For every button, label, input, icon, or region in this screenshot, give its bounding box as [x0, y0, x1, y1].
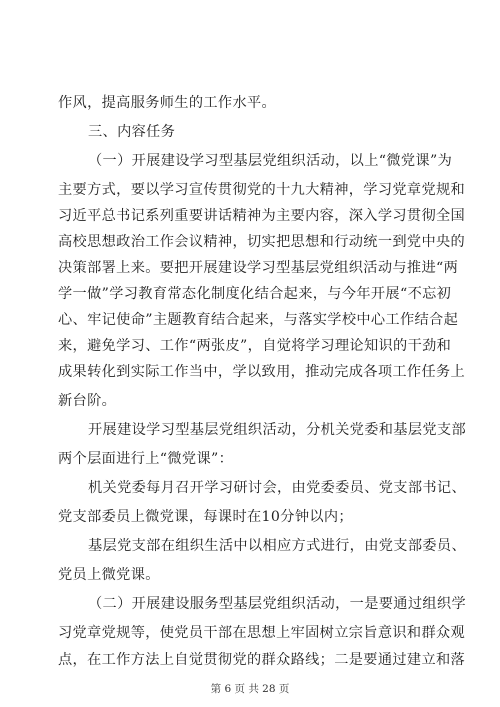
paragraph-line: 新台阶。	[58, 393, 117, 409]
paragraph-line: 开展建设学习型基层党组织活动，分机关党委和基层党支部	[88, 422, 466, 438]
paragraph-line: 高校思想政治工作会议精神，切实把思想和行动统一到党中央的	[58, 234, 466, 250]
section-heading: 三、内容任务	[88, 124, 176, 140]
paragraph-line: 党支部委员上微党课，每课时在10分钟以内；	[58, 509, 353, 525]
paragraph-line: 基层党支部在组织生活中以相应方式进行，由党支部委员、	[88, 538, 466, 554]
paragraph-line: 决策部署上来。要把开展建设学习型基层党组织活动与推进“两	[58, 260, 459, 276]
paragraph-line: 作风，提高服务师生的工作水平。	[58, 95, 277, 111]
paragraph-line: 两个层面进行上“微党课”：	[58, 451, 234, 467]
paragraph-line: 习近平总书记系列重要讲话精神为主要内容，深入学习贯彻全国	[58, 208, 466, 224]
paragraph-line: 学一做”学习教育常态化制度化结合起来，与今年开展“不忘初	[58, 286, 452, 302]
paragraph-line: （二）开展建设服务型基层党组织活动，一是要通过组织学	[88, 596, 466, 612]
paragraph-line: 心、牢记使命”主题教育结合起来，与落实学校中心工作结合起	[58, 312, 459, 328]
paragraph-line: 成果转化到实际工作当中，学以致用，推动完成各项工作任务上	[58, 364, 466, 380]
paragraph-line: 党员上微党课。	[58, 567, 160, 583]
paragraph-line: 主要方式，要以学习宣传贯彻党的十九大精神，学习党章党规和	[58, 182, 466, 198]
paragraph-line: 机关党委每月召开学习研讨会，由党委委员、党支部书记、	[88, 480, 466, 496]
paragraph-line: （一）开展建设学习型基层党组织活动，以上“微党课”为	[88, 153, 453, 169]
paragraph-line: 来，避免学习、工作“两张皮”，自觉将学习理论知识的干劲和	[58, 338, 452, 354]
page-footer: 第 6 页 共 28 页	[210, 683, 290, 695]
paragraph-line: 习党章党规等，使党员干部在思想上牢固树立宗旨意识和群众观	[58, 625, 466, 641]
paragraph-line: 点，在工作方法上自觉贯彻党的群众路线；二是要通过建立和落	[58, 652, 466, 668]
